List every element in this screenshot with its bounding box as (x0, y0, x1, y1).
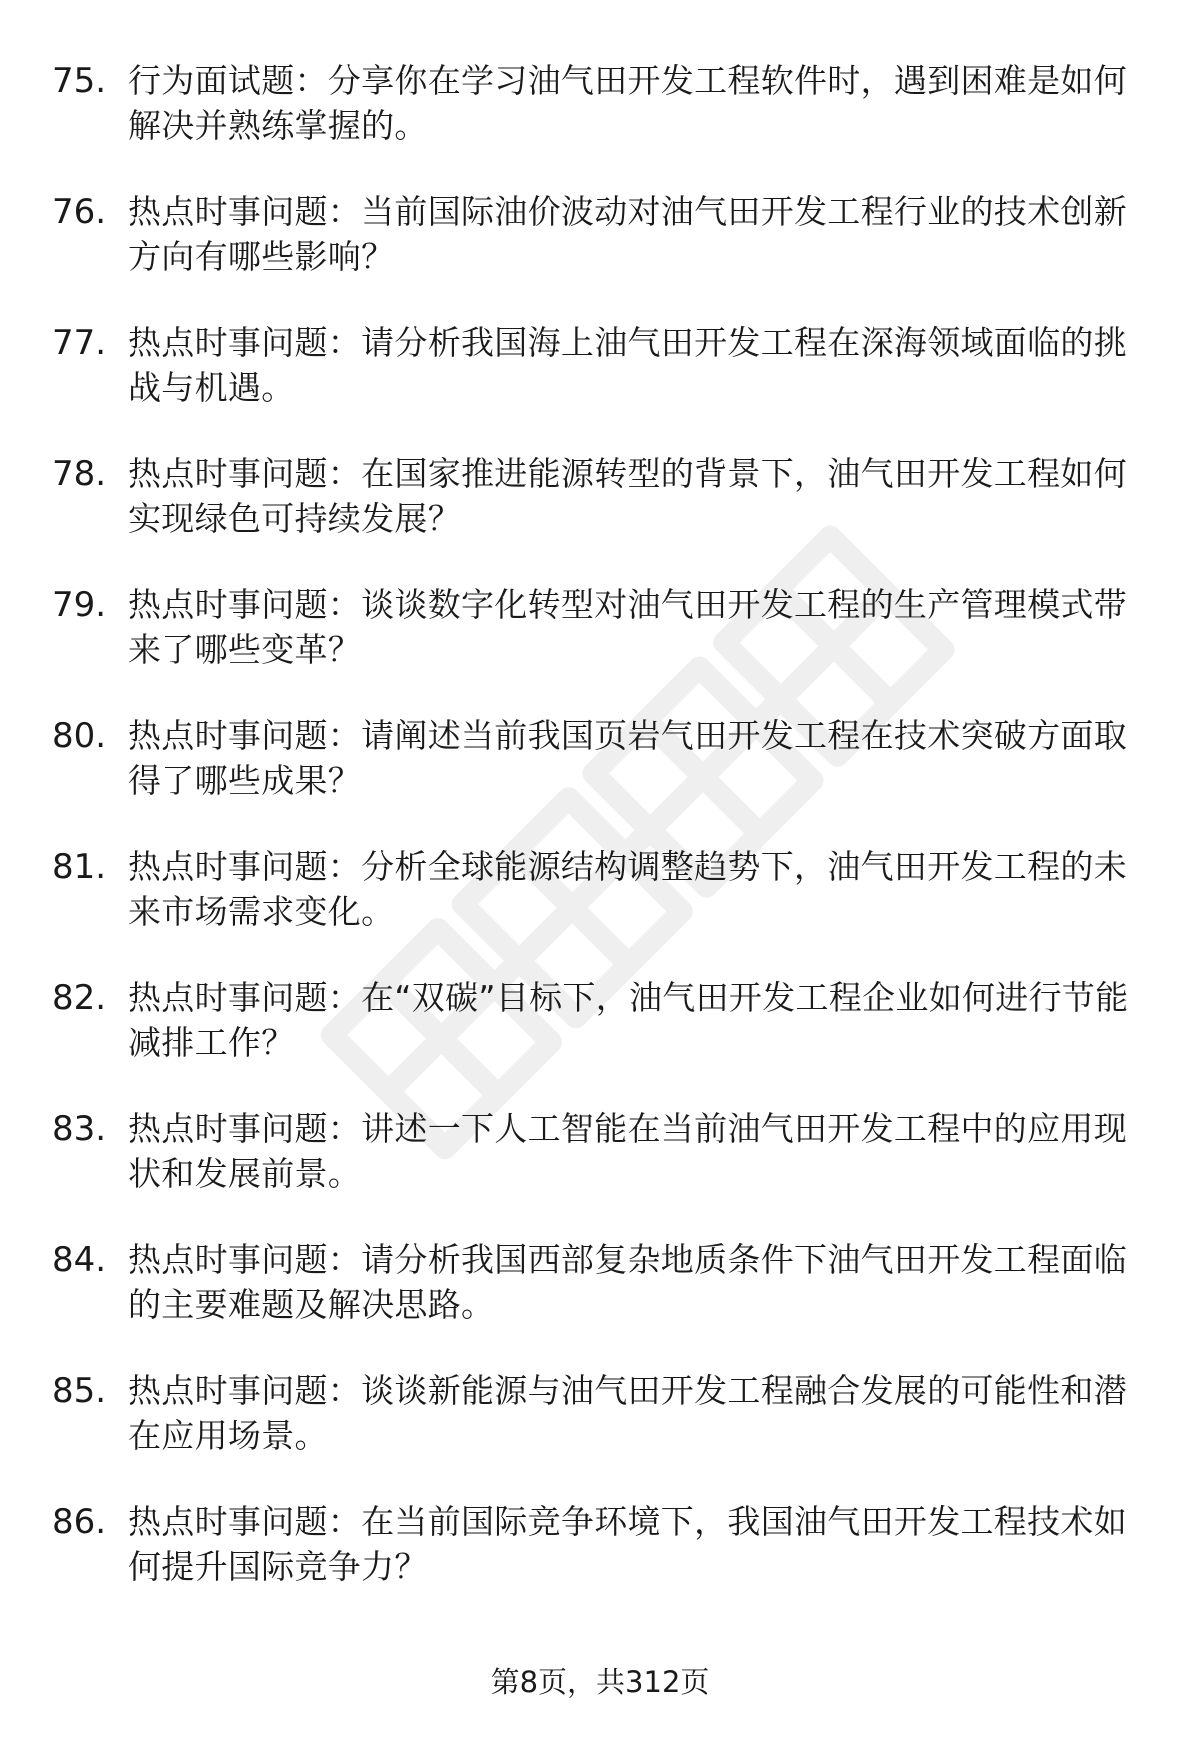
question-text: 热点时事问题：在国家推进能源转型的背景下，油气田开发工程如何实现绿色可持续发展？ (128, 454, 1127, 538)
question-item (0, 451, 1200, 582)
question-text: 热点时事问题：讲述一下人工智能在当前油气田开发工程中的应用现状和发展前景。 (128, 1109, 1127, 1193)
question-item (0, 1368, 1200, 1499)
question-item (0, 844, 1200, 975)
question-text: 行为面试题：分享你在学习油气田开发工程软件时，遇到困难是如何解决并熟练掌握的。 (128, 61, 1127, 145)
question-number: 86. (52, 1502, 107, 1542)
question-item (0, 582, 1200, 713)
page-footer: 第8页，共312页 (490, 1665, 710, 1699)
question-number: 83. (52, 1109, 107, 1149)
question-text: 热点时事问题：分析全球能源结构调整趋势下，油气田开发工程的未来市场需求变化。 (128, 847, 1127, 931)
question-list (0, 58, 1200, 1630)
question-text: 热点时事问题：请分析我国西部复杂地质条件下油气田开发工程面临的主要难题及解决思路。 (128, 1240, 1127, 1324)
question-item (0, 189, 1200, 320)
question-text: 热点时事问题：请分析我国海上油气田开发工程在深海领域面临的挑战与机遇。 (128, 323, 1127, 407)
question-number: 78. (52, 454, 107, 494)
question-number: 84. (52, 1240, 107, 1280)
question-item (0, 1237, 1200, 1368)
question-number: 79. (52, 585, 107, 625)
question-number: 76. (52, 192, 107, 232)
question-number: 77. (52, 323, 107, 363)
question-number: 75. (52, 61, 107, 101)
question-number: 85. (52, 1371, 107, 1411)
question-number: 81. (52, 847, 107, 887)
question-text: 热点时事问题：在“双碳”目标下，油气田开发工程企业如何进行节能减排工作？ (128, 978, 1129, 1062)
question-text: 热点时事问题：谈谈数字化转型对油气田开发工程的生产管理模式带来了哪些变革？ (128, 585, 1127, 669)
question-number: 80. (52, 716, 107, 756)
question-item (0, 1499, 1200, 1630)
question-item (0, 1106, 1200, 1237)
question-text: 热点时事问题：请阐述当前我国页岩气田开发工程在技术突破方面取得了哪些成果？ (128, 716, 1127, 800)
question-text: 热点时事问题：谈谈新能源与油气田开发工程融合发展的可能性和潜在应用场景。 (128, 1371, 1127, 1455)
question-text: 热点时事问题：在当前国际竞争环境下，我国油气田开发工程技术如何提升国际竞争力？ (128, 1502, 1127, 1586)
question-item (0, 320, 1200, 451)
question-text: 热点时事问题：当前国际油价波动对油气田开发工程行业的技术创新方向有哪些影响？ (128, 192, 1127, 276)
question-item (0, 713, 1200, 844)
question-item (0, 58, 1200, 189)
question-item (0, 975, 1200, 1106)
question-number: 82. (52, 978, 107, 1018)
